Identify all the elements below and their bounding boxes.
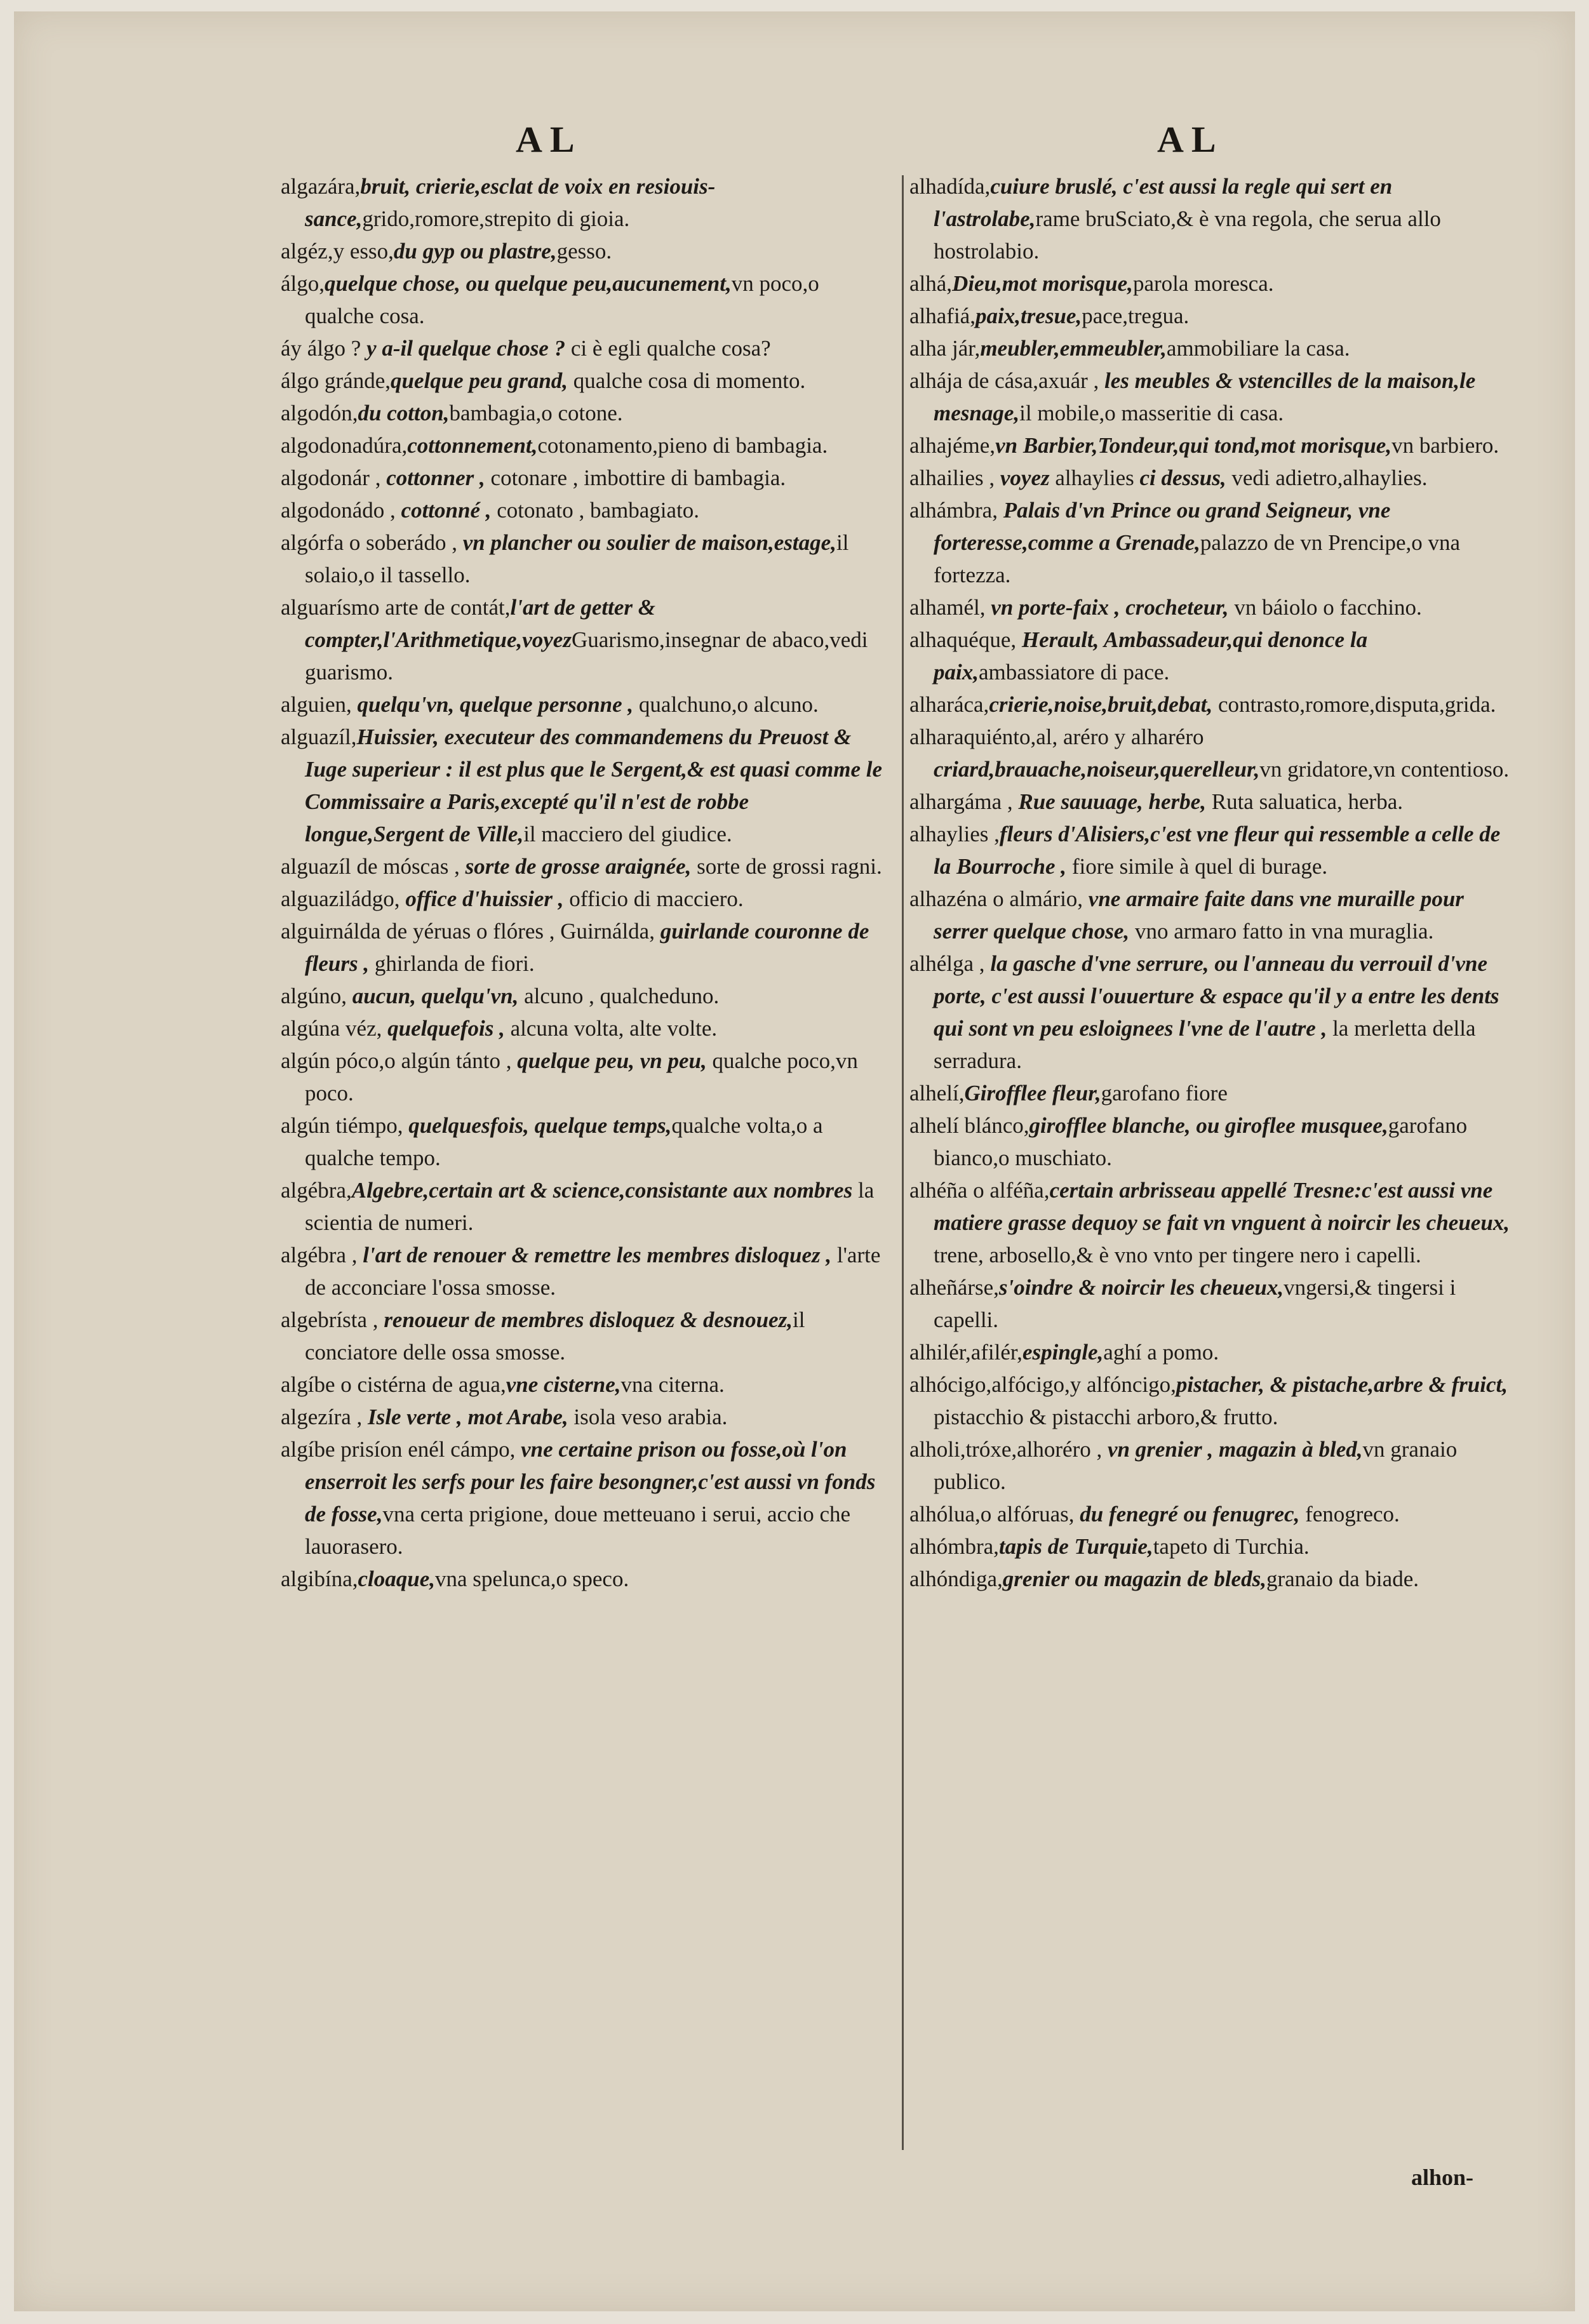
headword: alholi,tróxe,alhoréro , — [909, 1437, 1108, 1462]
french-gloss: vne cisterne, — [506, 1372, 621, 1397]
headword: algodonadúra, — [281, 433, 408, 458]
italian-gloss: ammobiliare la casa. — [1166, 336, 1350, 361]
french-gloss: cuiure bruslé, c'est aussi la regle qui sert en l'astrolabe, — [934, 174, 1393, 231]
italian-gloss: alhaylies — [1049, 465, 1140, 490]
french-gloss: vne certaine prison ou fosse,où l'on enserroit les serfs pour les faire besongner,c'est aussi vn fonds de fosse, — [305, 1437, 876, 1526]
dictionary-entry — [281, 429, 890, 462]
french-gloss: Rue sauuage, herbe, — [1018, 789, 1206, 814]
italian-gloss: vn gridatore,vn contentioso. — [1259, 757, 1510, 782]
french-gloss: Girofflee fleur, — [964, 1081, 1101, 1105]
left-column — [281, 170, 890, 1595]
dictionary-entry — [909, 267, 1519, 300]
french-gloss: tapis de Turquie, — [998, 1534, 1153, 1559]
headword: áy álgo ? — [281, 336, 367, 361]
headword: algún póco,o algún tánto , — [281, 1048, 518, 1073]
dictionary-entry — [909, 624, 1519, 688]
french-gloss: ci dessus, — [1139, 465, 1226, 490]
headword: alhéña o alféña, — [909, 1178, 1050, 1203]
headword: algórfa o soberádo , — [281, 530, 463, 555]
french-gloss: y a-il quelque chose ? — [366, 336, 566, 361]
dictionary-entry — [281, 494, 890, 526]
italian-gloss: granaio da biade. — [1266, 1566, 1419, 1591]
italian-gloss: la scientia de numeri. — [305, 1178, 875, 1235]
french-gloss: cottonnement, — [407, 433, 538, 458]
french-gloss: voyez — [1000, 465, 1050, 490]
dictionary-entry — [281, 1563, 890, 1595]
french-gloss: vn Barbier,Tondeur,qui tond,mot morisque, — [995, 433, 1392, 458]
headword: algebrísta , — [281, 1307, 384, 1332]
italian-gloss: tapeto di Turchia. — [1153, 1534, 1310, 1559]
headword: algíbe o cistérna de agua, — [281, 1372, 506, 1397]
dictionary-entry — [281, 1012, 890, 1045]
headword: algazára, — [281, 174, 361, 199]
french-gloss: quelque chose, ou quelque peu,aucunement, — [325, 271, 732, 296]
dictionary-entry — [909, 1109, 1519, 1174]
italian-gloss: bambagia,o cotone. — [449, 401, 623, 425]
dictionary-entry — [909, 1077, 1519, 1109]
french-gloss: criard,brauache,noiseur,querelleur, — [934, 757, 1260, 782]
french-gloss: meubler,emmeubler, — [980, 336, 1167, 361]
dictionary-entry — [909, 1563, 1519, 1595]
dictionary-entry — [281, 1045, 890, 1109]
headword: algúno, — [281, 984, 352, 1008]
headword: alheñárse, — [909, 1275, 999, 1300]
french-gloss: espingle, — [1022, 1340, 1104, 1365]
dictionary-entry — [281, 235, 890, 267]
dictionary-entry — [909, 1433, 1519, 1498]
headword: alhailies , — [909, 465, 1000, 490]
italian-gloss: il conciatore delle ossa smosse. — [305, 1307, 805, 1365]
headword: alhaquéque, — [909, 627, 1022, 652]
french-gloss: vn porte-faix , crocheteur, — [991, 595, 1229, 620]
headword: alhajéme, — [909, 433, 996, 458]
headword: alguazíl, — [281, 725, 357, 749]
dictionary-entry — [281, 526, 890, 591]
headword: algébra, — [281, 1178, 352, 1203]
headword: algébra , — [281, 1243, 363, 1267]
headword: alhámbra, — [909, 498, 1003, 523]
dictionary-entry — [281, 591, 890, 688]
headword: algezíra , — [281, 1405, 368, 1429]
french-gloss: crierie,noise,bruit,debat, — [989, 692, 1213, 717]
italian-gloss: officio di macciero. — [563, 886, 744, 911]
french-gloss: quelque peu, vn peu, — [517, 1048, 707, 1073]
dictionary-entry — [909, 883, 1519, 947]
italian-gloss: gesso. — [556, 239, 612, 264]
italian-gloss: alcuno , qualcheduno. — [518, 984, 720, 1008]
dictionary-entry — [281, 1174, 890, 1239]
headword: algíbe prisíon enél cámpo, — [281, 1437, 521, 1462]
dictionary-entry — [281, 1304, 890, 1368]
running-head-right: AL — [1157, 119, 1224, 160]
page — [14, 11, 1575, 2311]
dictionary-entry — [281, 364, 890, 397]
french-gloss: cottonné , — [401, 498, 492, 523]
dictionary-entry — [281, 462, 890, 494]
dictionary-entry — [281, 397, 890, 429]
headword: alhamél, — [909, 595, 991, 620]
running-head-left: AL — [516, 119, 582, 160]
french-gloss: la gasche d'vne serrure, ou l'anneau du verrouil d'vne porte, c'est aussi l'ouuerture & espace qu'il y a entre les dents qui sont vn peu esloignees l'vne de l'autre , — [934, 951, 1499, 1041]
italian-gloss: qualche cosa di momento. — [568, 368, 806, 393]
italian-gloss: Guarismo,insegnar de abaco,vedi guarismo. — [305, 627, 868, 685]
headword: alhazéna o almário, — [909, 886, 1089, 911]
dictionary-entry — [909, 1498, 1519, 1530]
italian-gloss: vn barbiero. — [1391, 433, 1499, 458]
french-gloss: cloaque, — [358, 1566, 436, 1591]
french-gloss: paix,tresue, — [975, 304, 1082, 328]
dictionary-entry — [281, 332, 890, 364]
italian-gloss: alcuna volta, alte volte. — [504, 1016, 718, 1041]
italian-gloss: contrasto,romore,disputa,grida. — [1212, 692, 1496, 717]
headword: alhómbra, — [909, 1534, 999, 1559]
headword: alguirnálda de yéruas o flóres , Guirnálda, — [281, 919, 660, 944]
italian-gloss: garofano bianco,o muschiato. — [934, 1113, 1468, 1170]
french-gloss: office d'huissier , — [405, 886, 564, 911]
italian-gloss: aghí a pomo. — [1103, 1340, 1219, 1365]
dictionary-entry — [909, 1271, 1519, 1336]
dictionary-entry — [909, 429, 1519, 462]
dictionary-entry — [281, 267, 890, 332]
italian-gloss: vna spelunca,o speco. — [435, 1566, 629, 1591]
italian-gloss: garofano fiore — [1101, 1081, 1228, 1105]
french-gloss: vn plancher ou soulier de maison,estage, — [462, 530, 836, 555]
french-gloss: sorte de grosse araignée, — [465, 854, 692, 879]
italian-gloss: vno armaro fatto in vna muraglia. — [1129, 919, 1434, 944]
dictionary-entry — [281, 688, 890, 721]
dictionary-entry — [909, 494, 1519, 591]
french-gloss: aucun, quelqu'vn, — [352, 984, 519, 1008]
french-gloss: certain arbrisseau appellé Tresne:c'est aussi vne matiere grasse dequoy se fait vn vnguent à noircir les cheueux, — [934, 1178, 1510, 1235]
headword: algúna véz, — [281, 1016, 388, 1041]
dictionary-entry — [281, 1433, 890, 1563]
french-gloss: du cotton, — [358, 401, 450, 425]
dictionary-entry — [909, 300, 1519, 332]
italian-gloss: ghirlanda de fiori. — [369, 951, 535, 976]
italian-gloss: l'arte de acconciare l'ossa smosse. — [305, 1243, 881, 1300]
french-gloss: Huissier, executeur des commandemens du Preuost & Iuge superieur : il est plus que le Sergent,& est quasi comme le Commissaire a Paris,excepté qu'il n'est de robbe longue,Sergent de Ville, — [305, 725, 883, 846]
italian-gloss: pace,tregua. — [1082, 304, 1190, 328]
italian-gloss: qualchuno,o alcuno. — [633, 692, 819, 717]
headword: algodonár , — [281, 465, 387, 490]
french-gloss: girofflee blanche, ou giroflee musquee, — [1029, 1113, 1388, 1138]
french-gloss: quelquefois , — [387, 1016, 505, 1041]
dictionary-entry — [909, 688, 1519, 721]
dictionary-entry — [909, 785, 1519, 818]
french-gloss: bruit, crierie,esclat de voix en resiouis-sance, — [305, 174, 716, 231]
italian-gloss: vn poco,o qualche cosa. — [305, 271, 819, 328]
headword: alhadída, — [909, 174, 991, 199]
headword: alhilér,afilér, — [909, 1340, 1022, 1365]
italian-gloss: fiore simile à quel di burage. — [1066, 854, 1328, 879]
headword: alharaquiénto,al, aréro y alharéro — [909, 725, 1204, 749]
french-gloss: renoueur de membres disloquez & desnouez, — [384, 1307, 793, 1332]
catchword: alhon- — [1411, 2165, 1474, 2190]
italian-gloss: qualche volta,o a qualche tempo. — [305, 1113, 823, 1170]
dictionary-entry — [909, 591, 1519, 624]
italian-gloss: grido,romore,strepito di gioia. — [362, 206, 630, 231]
italian-gloss: cotonare , imbottire di bambagia. — [485, 465, 786, 490]
headword: alhóndiga, — [909, 1566, 1003, 1591]
italian-gloss: Ruta saluatica, herba. — [1205, 789, 1403, 814]
french-gloss: vne armaire faite dans vne muraille pour serrer quelque chose, — [934, 886, 1464, 944]
headword: alhargáma , — [909, 789, 1019, 814]
french-gloss: du fenegré ou fenugrec, — [1080, 1502, 1300, 1526]
dictionary-entry — [281, 850, 890, 883]
italian-gloss: trene, arbosello,& è vno vnto per tingere nero i capelli. — [934, 1243, 1421, 1267]
dictionary-entry — [281, 1368, 890, 1401]
headword: algéz,y esso, — [281, 239, 394, 264]
column-rule — [902, 175, 904, 2150]
dictionary-entry — [281, 1109, 890, 1174]
headword: alguien, — [281, 692, 358, 717]
dictionary-entry — [281, 980, 890, 1012]
right-column — [909, 170, 1519, 1595]
dictionary-entry — [909, 1174, 1519, 1271]
french-gloss: cottonner , — [386, 465, 485, 490]
italian-gloss: ambassiatore di pace. — [978, 660, 1170, 685]
french-gloss: quelque peu grand, — [390, 368, 568, 393]
italian-gloss: isola veso arabia. — [568, 1405, 728, 1429]
italian-gloss: vedi adietro,alhaylies. — [1226, 465, 1428, 490]
french-gloss: fleurs d'Alisiers,c'est vne fleur qui ressemble a celle de la Bourroche , — [934, 822, 1501, 879]
french-gloss: les meubles & vstencilles de la maison,le mesnage, — [934, 368, 1476, 425]
headword: alhócigo,alfócigo,y alfóncigo, — [909, 1372, 1176, 1397]
french-gloss: Herault, Ambassadeur,qui denonce la paix, — [934, 627, 1368, 685]
french-gloss: quelqu'vn, quelque personne , — [357, 692, 634, 717]
headword: álgo, — [281, 271, 325, 296]
headword: alhája de cása,axuár , — [909, 368, 1105, 393]
italian-gloss: vn báiolo o facchino. — [1228, 595, 1422, 620]
dictionary-entry — [281, 1239, 890, 1304]
dictionary-entry — [909, 1368, 1519, 1433]
italian-gloss: vn granaio publico. — [934, 1437, 1458, 1494]
french-gloss: Dieu,mot morisque, — [952, 271, 1133, 296]
french-gloss: guirlande couronne de fleurs , — [305, 919, 869, 976]
french-gloss: Isle verte , mot Arabe, — [368, 1405, 568, 1429]
dictionary-entry — [281, 170, 890, 235]
french-gloss: s'oindre & noircir les cheueux, — [998, 1275, 1284, 1300]
french-gloss: pistacher, & pistache,arbre & fruict, — [1176, 1372, 1508, 1397]
headword: alguarísmo arte de contát, — [281, 595, 511, 620]
italian-gloss: rame bruSciato,& è vna regola, che serua allo hostrolabio. — [934, 206, 1441, 264]
headword: alhólua,o alfóruas, — [909, 1502, 1080, 1526]
dictionary-entry — [909, 1530, 1519, 1563]
dictionary-entry — [909, 947, 1519, 1077]
dictionary-entry — [909, 332, 1519, 364]
italian-gloss: sorte de grossi ragni. — [691, 854, 882, 879]
italian-gloss: il mobile,o masseritie di casa. — [1019, 401, 1284, 425]
italian-gloss: la merletta della serradura. — [934, 1016, 1476, 1073]
dictionary-entry — [281, 915, 890, 980]
headword: algodonádo , — [281, 498, 401, 523]
french-gloss: Palais d'vn Prince ou grand Seigneur, vne forteresse,comme a Grenade, — [934, 498, 1391, 555]
headword: alhá, — [909, 271, 953, 296]
italian-gloss: vna certa prigione, doue metteuano i serui, accio che lauorasero. — [305, 1502, 851, 1559]
headword: alhaylies , — [909, 822, 1000, 846]
italian-gloss: cotonato , bambagiato. — [491, 498, 700, 523]
dictionary-entry — [909, 818, 1519, 883]
french-gloss: Algebre,certain art & science,consistante aux nombres — [351, 1178, 853, 1203]
french-gloss: vn grenier , magazin à bled, — [1107, 1437, 1363, 1462]
italian-gloss: vna citerna. — [620, 1372, 725, 1397]
italian-gloss: pistacchio & pistacchi arboro,& frutto. — [934, 1405, 1278, 1429]
headword: alhelí blánco, — [909, 1113, 1029, 1138]
headword: algún tiémpo, — [281, 1113, 409, 1138]
dictionary-entry — [909, 170, 1519, 267]
french-gloss: grenier ou magazin de bleds, — [1002, 1566, 1266, 1591]
italian-gloss: vngersi,& tingersi i capelli. — [934, 1275, 1456, 1332]
italian-gloss: il macciero del giudice. — [523, 822, 732, 846]
dictionary-entry — [281, 1401, 890, 1433]
headword: álgo gránde, — [281, 368, 391, 393]
italian-gloss: qualche poco,vn poco. — [305, 1048, 858, 1105]
headword: alhelí, — [909, 1081, 965, 1105]
dictionary-entry — [909, 364, 1519, 429]
headword: alguaziládgo, — [281, 886, 406, 911]
french-gloss: quelquesfois, quelque temps, — [408, 1113, 672, 1138]
italian-gloss: fenogreco. — [1299, 1502, 1400, 1526]
italian-gloss: ci è egli qualche cosa? — [565, 336, 771, 361]
headword: alhafiá, — [909, 304, 976, 328]
dictionary-entry — [909, 1336, 1519, 1368]
headword: alhélga , — [909, 951, 991, 976]
headword: alha jár, — [909, 336, 981, 361]
italian-gloss: il solaio,o il tassello. — [305, 530, 849, 587]
dictionary-entry — [281, 721, 890, 850]
dictionary-entry — [909, 721, 1519, 785]
headword: algibína, — [281, 1566, 358, 1591]
headword: algodón, — [281, 401, 358, 425]
headword: alguazíl de móscas , — [281, 854, 466, 879]
dictionary-entry — [281, 883, 890, 915]
italian-gloss: cotonamento,pieno di bambagia. — [537, 433, 828, 458]
dictionary-entry — [909, 462, 1519, 494]
french-gloss: du gyp ou plastre, — [393, 239, 557, 264]
italian-gloss: palazzo de vn Prencipe,o vna fortezza. — [934, 530, 1461, 587]
italian-gloss: parola moresca. — [1132, 271, 1274, 296]
french-gloss: l'art de renouer & remettre les membres disloquez , — [363, 1243, 832, 1267]
french-gloss: l'art de getter & compter,l'Arithmetique,voyez — [305, 595, 655, 652]
headword: alharáca, — [909, 692, 989, 717]
